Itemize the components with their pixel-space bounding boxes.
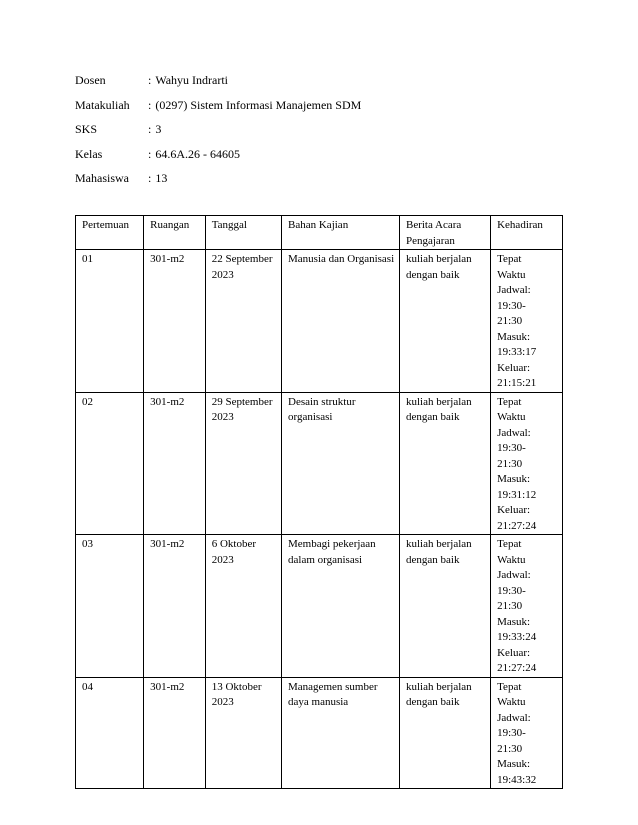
column-header-berita-acara: Berita Acara Pengajaran [399,216,490,250]
kehadiran-line: 21:30 [497,315,523,327]
kehadiran-line: Jadwal: [497,426,531,439]
info-value-sks: 3 [155,122,162,136]
cell-ruangan: 301-m2 [144,535,206,678]
kehadiran-line: 19:30- [497,584,526,597]
kehadiran-line: 19:30- [497,299,526,312]
cell-tanggal: 22 September 2023 [205,250,281,393]
cell-berita-acara: kuliah berjalan dengan baik [399,250,490,393]
table-header-row [76,216,563,250]
cell-berita-acara: kuliah berjalan dengan baik [399,677,490,789]
kehadiran-line: Waktu [497,268,526,281]
kehadiran-line: Waktu [497,696,526,708]
cell-ruangan: 301-m2 [144,677,206,789]
kehadiran-line: Masuk: [497,330,531,343]
kehadiran-line: 21:30 [497,457,523,470]
info-value-dosen: Wahyu Indrarti [155,73,229,87]
cell-tanggal: 29 September 2023 [205,392,281,535]
table-row [76,535,563,678]
kehadiran-line: 21:27:24 [497,519,537,532]
kehadiran-line: Tepat [497,395,522,408]
table-row [76,392,563,535]
attendance-table [75,215,563,789]
kehadiran-line: Masuk: [497,473,531,485]
info-label: Matakuliah [75,97,130,112]
cell-kehadiran [491,535,563,678]
kehadiran-line: 21:30 [497,742,523,755]
cell-pertemuan: 02 [76,392,144,535]
course-info [75,73,361,196]
kehadiran-line: Keluar: [497,361,531,374]
kehadiran-line: 19:30- [497,442,526,454]
kehadiran-line: 19:31:12 [497,488,537,501]
info-separator: : [148,146,152,161]
info-row-mahasiswa [75,171,361,196]
kehadiran-line: 19:43:32 [497,773,537,786]
column-header-kehadiran: Kehadiran [491,216,563,250]
cell-pertemuan: 01 [76,250,144,393]
cell-kehadiran [491,250,563,393]
info-value-matakuliah: (0297) Sistem Informasi Manajemen SDM [155,97,362,112]
kehadiran-line: Jadwal: [497,284,531,296]
column-header-ruangan: Ruangan [144,216,206,250]
info-value-mahasiswa: 13 [155,171,168,185]
kehadiran-line: Keluar: [497,504,531,516]
kehadiran-line: Waktu [497,553,526,566]
cell-ruangan: 301-m2 [144,250,206,393]
kehadiran-line: 19:33:24 [497,631,537,643]
kehadiran-line: Jadwal: [497,569,531,581]
kehadiran-line: Tepat [497,680,522,693]
cell-bahan-kajian: Desain struktur organisasi [282,392,400,535]
info-separator: : [148,171,152,185]
kehadiran-line: Masuk: [497,615,531,628]
cell-berita-acara: kuliah berjalan dengan baik [399,392,490,535]
info-row-matakuliah [75,98,361,123]
cell-bahan-kajian: Managemen sumber daya manusia [282,677,400,789]
info-label: Mahasiswa [75,171,129,185]
cell-tanggal: 6 Oktober 2023 [205,535,281,678]
kehadiran-line: Tepat [497,538,522,550]
kehadiran-line: Masuk: [497,758,531,770]
info-label: SKS [75,122,98,136]
kehadiran-line: Waktu [497,411,526,423]
info-row-sks [75,122,361,147]
cell-berita-acara: kuliah berjalan dengan baik [399,535,490,678]
kehadiran-line: 21:27:24 [497,662,537,674]
table-row [76,250,563,393]
info-separator: : [148,122,152,136]
cell-pertemuan: 03 [76,535,144,678]
info-separator: : [148,73,152,87]
info-separator: : [148,97,152,112]
info-label: Dosen [75,73,106,87]
kehadiran-line: 21:30 [497,600,523,612]
info-row-kelas [75,147,361,172]
cell-bahan-kajian: Membagi pekerjaan dalam organisasi [282,535,400,678]
kehadiran-line: 19:33:17 [497,346,537,358]
kehadiran-line: 19:30- [497,727,526,739]
cell-kehadiran [491,392,563,535]
kehadiran-line: Jadwal: [497,711,531,724]
cell-ruangan: 301-m2 [144,392,206,535]
column-header-pertemuan: Pertemuan [76,216,144,250]
column-header-tanggal: Tanggal [205,216,281,250]
cell-bahan-kajian: Manusia dan Organisasi [282,250,400,393]
cell-pertemuan: 04 [76,677,144,789]
info-row-dosen [75,73,361,98]
table-row [76,677,563,789]
kehadiran-line: 21:15:21 [497,377,537,389]
column-header-bahan-kajian: Bahan Kajian [282,216,400,250]
info-label: Kelas [75,146,103,161]
cell-tanggal: 13 Oktober 2023 [205,677,281,789]
cell-kehadiran [491,677,563,789]
kehadiran-line: Keluar: [497,646,531,659]
kehadiran-line: Tepat [497,253,522,265]
info-value-kelas: 64.6A.26 - 64605 [155,146,241,161]
